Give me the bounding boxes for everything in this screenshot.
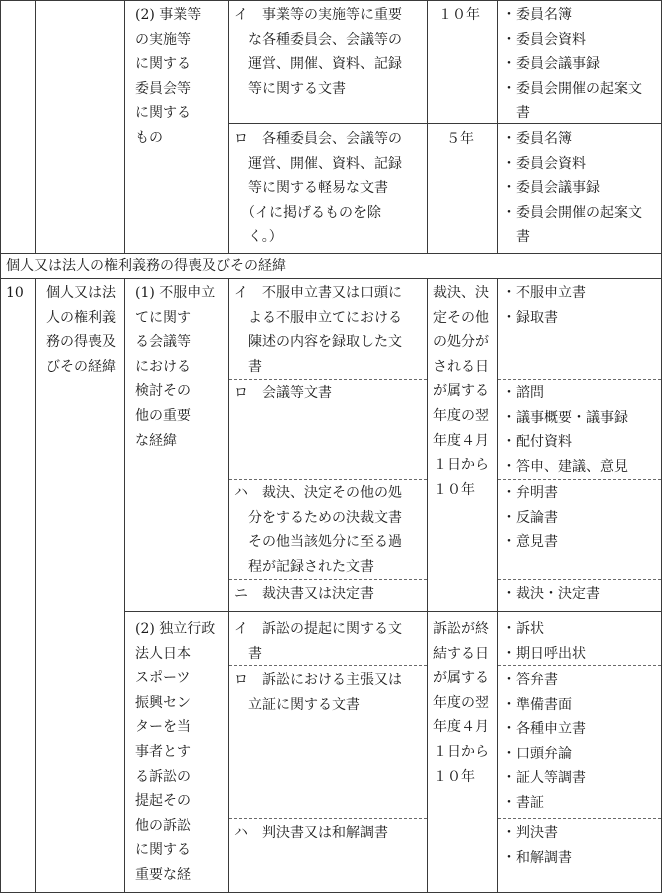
item-text: ロ 各種委員会、会議等の 運営、開催、資料、記録 等に関する軽易な文書 （イに掲げるものを除 く。） bbox=[234, 131, 402, 246]
item-text: イ 不服申立書又は口頭に よる不服申立てにおける 陳述の内容を録取した文 書 bbox=[234, 285, 402, 375]
row-number: 10 bbox=[6, 285, 24, 301]
document-examples: ・委員名簿 ・委員会資料 ・委員会議事録 ・委員会開催の起案文 書 bbox=[502, 131, 642, 246]
document-examples: ・諮問 ・議事概要・議事録 ・配付資料 ・答申、建議、意見 bbox=[502, 385, 628, 475]
retention-period: 裁決、決 定その他 の処分が される日 が属する 年度の翌 年度４月 １日から １０年 bbox=[433, 285, 489, 498]
item-text: ロ 訴訟における主張又は 立証に関する文書 bbox=[234, 672, 402, 713]
section-header: 個人又は法人の権利義務の得喪及びその経緯 bbox=[6, 258, 286, 274]
col-line-3 bbox=[228, 0, 229, 253]
col-line-4 bbox=[427, 0, 428, 253]
col-line-5 bbox=[497, 278, 498, 893]
item-separator bbox=[498, 379, 661, 380]
col-line-1 bbox=[35, 278, 36, 893]
document-examples: ・弁明書 ・反論書 ・意見書 bbox=[502, 485, 558, 551]
item-text: ハ 裁決、決定その他の処 分をするための決裁文書 その他当該処分に至る過 程が記録された文書 bbox=[234, 485, 402, 575]
middle-category-committee: (2) 事業等 の実施等 に関する 委員会等 に関する もの bbox=[135, 7, 202, 146]
col-line-2 bbox=[124, 278, 125, 893]
middle-category-appeals: (1) 不服申立 てに関す る会議等 における 検討その 他の重要 な経緯 bbox=[135, 285, 216, 449]
retention-period: １０年 bbox=[438, 7, 480, 23]
table-border-left bbox=[0, 0, 1, 893]
item-text: イ 訴訟の提起に関する文 書 bbox=[234, 621, 402, 662]
col-line-2 bbox=[124, 0, 125, 253]
document-examples: ・不服申立書 ・録取書 bbox=[502, 285, 586, 326]
document-examples: ・判決書 ・和解調書 bbox=[502, 825, 572, 866]
document-examples: ・委員名簿 ・委員会資料 ・委員会議事録 ・委員会開催の起案文 書 bbox=[502, 7, 642, 122]
item-separator bbox=[498, 579, 661, 580]
col-line-4 bbox=[427, 278, 428, 893]
item-text: イ 事業等の実施等に重要 な各種委員会、会議等の 運営、開催、資料、記録 等に関する文書 bbox=[234, 7, 402, 97]
table-border-top bbox=[0, 0, 662, 1]
item-separator bbox=[498, 818, 661, 819]
main-category: 個人又は法 人の権利義 務の得喪及 びその経緯 bbox=[46, 285, 116, 375]
item-text: ハ 判決書又は和解調書 bbox=[234, 825, 388, 841]
retention-period: ５年 bbox=[446, 131, 474, 147]
col-line-3 bbox=[228, 278, 229, 893]
document-examples: ・裁決・決定書 bbox=[502, 586, 600, 602]
item-text: ロ 会議等文書 bbox=[234, 385, 332, 401]
retention-period: 訴訟が終 結する日 が属する 年度の翌 年度４月 １日から １０年 bbox=[433, 621, 489, 785]
subcategory-divider bbox=[124, 611, 662, 612]
document-examples: ・答弁書 ・準備書面 ・各種申立書 ・口頭弁論 ・証人等調書 ・書証 bbox=[502, 672, 586, 811]
middle-category-litigation: (2) 独立行政 法人日本 スポーツ 振興セン ターを当 事者とす る訴訟の 提起その 他の訴訟 に関する 重要な経 bbox=[135, 621, 216, 883]
col-line-5 bbox=[497, 0, 498, 253]
item-text: ニ 裁決書又は決定書 bbox=[234, 586, 374, 602]
col-line-1 bbox=[35, 0, 36, 253]
item-separator bbox=[229, 818, 427, 819]
item-separator bbox=[229, 479, 427, 480]
document-examples: ・訴状 ・期日呼出状 bbox=[502, 621, 586, 662]
